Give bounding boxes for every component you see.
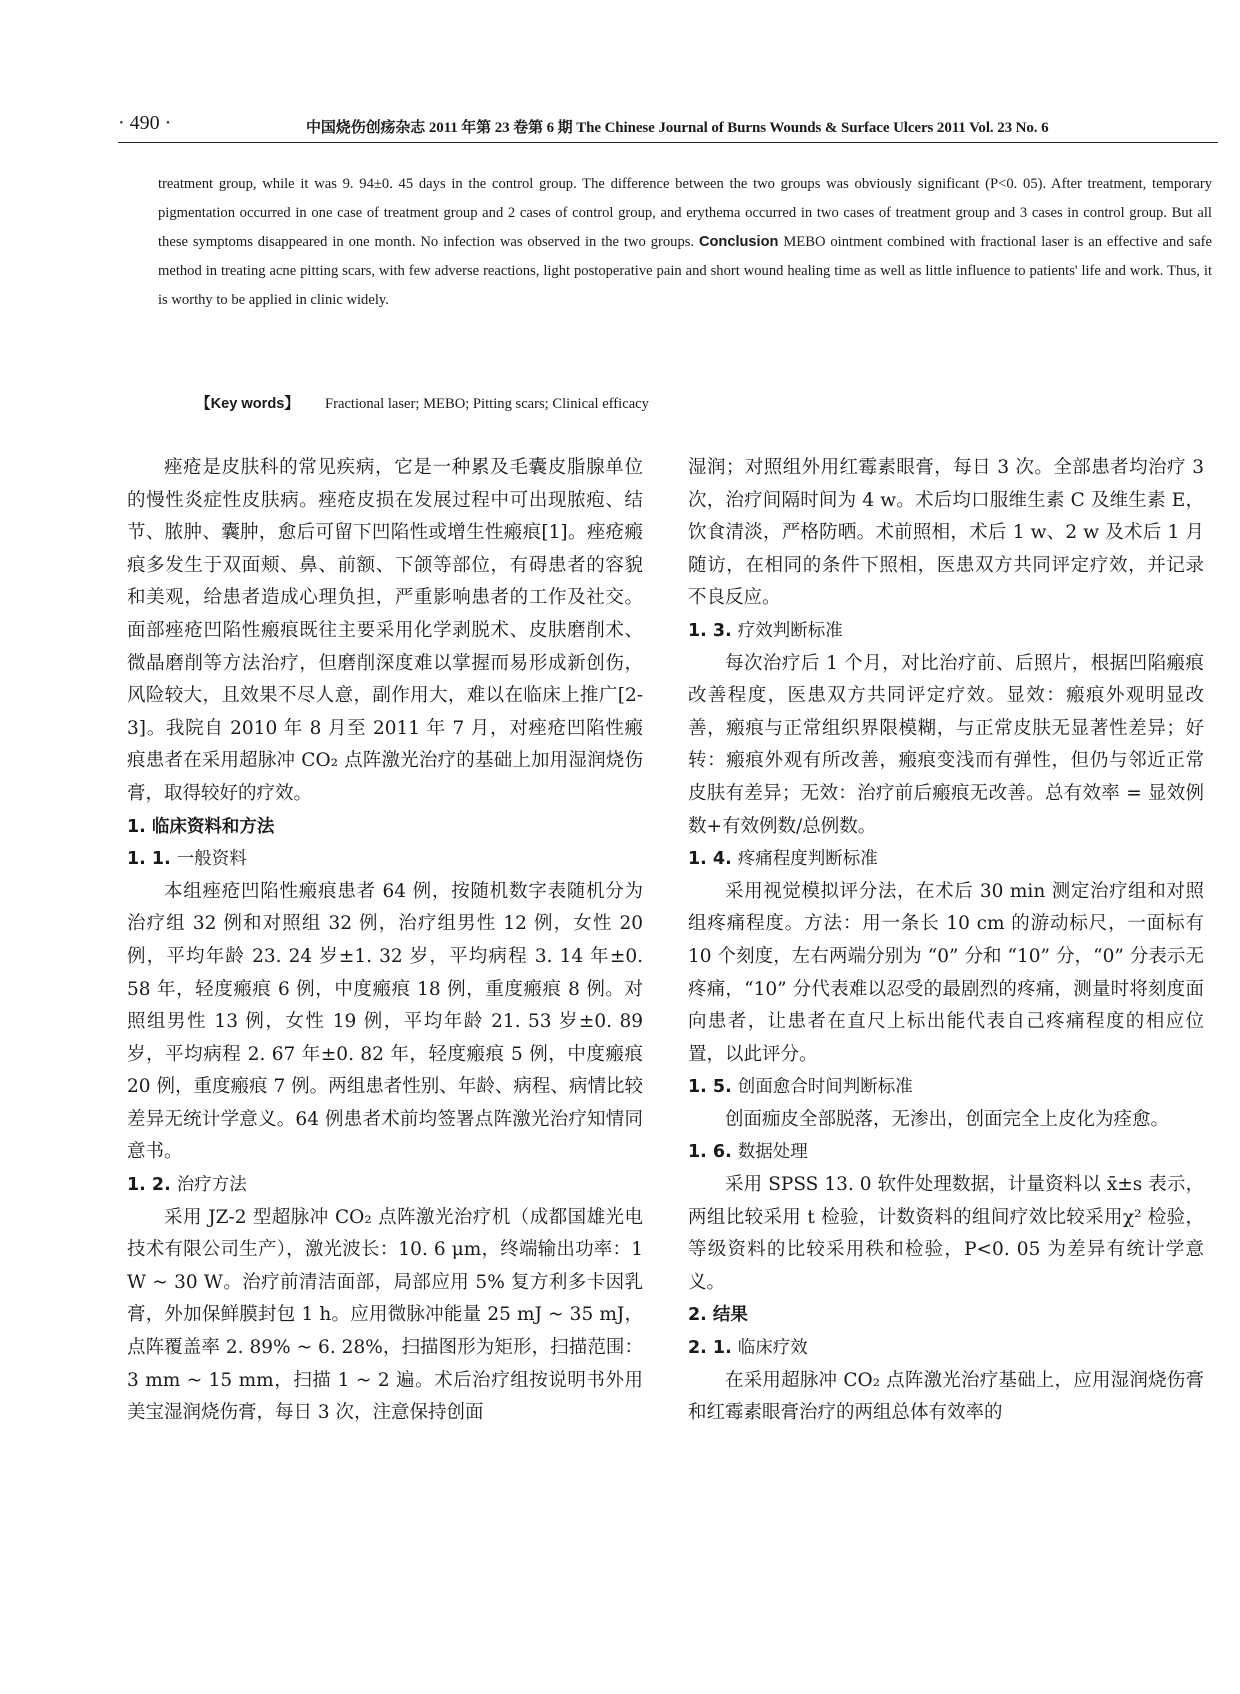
subsection-title: 疼痛程度判断标准: [737, 849, 878, 870]
subsection-number: 1. 4.: [688, 849, 732, 870]
subsection-title: 临床疗效: [737, 1338, 808, 1359]
keywords-line: [196, 392, 649, 413]
subsection-title: 一般资料: [176, 849, 247, 870]
abstract-text-conclusion: MEBO ointment combined with fractional laser is an effective and safe method in treating acne pitting scars, with few adverse reactions, light postoperative pain and short wound healing time as well as little influence to patients' life and work. Thus, it is worthy to be applied in clinic widely.: [158, 234, 1213, 308]
subsection-1-4-heading: [688, 843, 1204, 876]
subsection-title: 创面愈合时间判断标准: [737, 1077, 913, 1098]
subsection-2-1-heading: [688, 1332, 1204, 1365]
keywords-label: 【Key words】: [196, 396, 299, 412]
running-head: 中国烧伤创疡杂志 2011 年第 23 卷第 6 期 The Chinese Journal of Burns Wounds & Surface Ulcers 2011 Vol. 23 No. 6: [306, 120, 1049, 136]
subsection-1-6-heading: [688, 1136, 1204, 1169]
abstract-paragraph: [158, 170, 1212, 315]
abstract-continuation: [158, 170, 1212, 315]
subsection-title: 治疗方法: [176, 1175, 247, 1196]
subsection-1-2-heading: [127, 1169, 643, 1202]
subsection-number: 1. 5.: [688, 1077, 732, 1098]
abstract-text-results: treatment group, while it was 9. 94±0. 45 days in the control group. The difference between the two groups was obviously significant (P<0. 05). After treatment, temporary pigmentation occurred in one case of treatment group and 2 cases of control group, and erythema occurred in two cases of treatment group and 3 cases in control group. But all these symptoms disappeared in one month. No infection was observed in the two groups.: [158, 176, 1212, 250]
subsection-1-2-text: 采用 JZ-2 型超脉冲 CO₂ 点阵激光治疗机（成都国雄光电技术有限公司生产），激光波长：10. 6 μm，终端输出功率：1 W ~ 30 W。治疗前清洁面部，局部应用 5% 复方利多卡因乳膏，外加保鲜膜封包 1 h。应用微脉冲能量 25 mJ ~ 35 mJ，点阵覆盖率 2. 89% ~ 6. 28%，扫描图形为矩形，扫描范围：3 mm ~ 15 mm，扫描 1 ~ 2 遍。术后治疗组按说明书外用美宝湿润烧伤膏，每日 3 次，注意保持创面: [127, 1206, 643, 1424]
subsection-number: 1. 1.: [127, 849, 171, 870]
subsection-2-1-text: 在采用超脉冲 CO₂ 点阵激光治疗基础上，应用湿润烧伤膏和红霉素眼膏治疗的两组总体有效率的: [688, 1369, 1204, 1424]
header-rule: [118, 142, 1218, 143]
section-1-heading: 1. 临床资料和方法: [127, 816, 275, 837]
subsection-number: 1. 3.: [688, 620, 732, 641]
page-header: [118, 112, 1218, 138]
subsection-title: 疗效判断标准: [737, 620, 843, 641]
subsection-number: 1. 2.: [127, 1175, 171, 1196]
intro-paragraph: 痤疮是皮肤科的常见疾病，它是一种累及毛囊皮脂腺单位的慢性炎症性皮肤病。痤疮皮损在发展过程中可出现脓疱、结节、脓肿、囊肿，愈后可留下凹陷性或增生性瘢痕[1]。痤疮瘢痕多发生于双面颊、鼻、前额、下颌等部位，有碍患者的容貌和美观，给患者造成心理负担，严重影响患者的工作及社交。面部痤疮凹陷性瘢痕既往主要采用化学剥脱术、皮肤磨削术、微晶磨削等方法治疗，但磨削深度难以掌握而易形成新创伤，风险较大，且效果不尽人意，副作用大，难以在临床上推广[2-3]。我院自 2010 年 8 月至 2011 年 7 月，对痤疮凹陷性瘢痕患者在采用超脉冲 CO₂ 点阵激光治疗的基础上加用湿润烧伤膏，取得较好的疗效。: [127, 457, 643, 804]
continued-paragraph: 湿润；对照组外用红霉素眼膏，每日 3 次。全部患者均治疗 3 次，治疗间隔时间为 4 w。术后均口服维生素 C 及维生素 E，饮食清淡，严格防晒。术前照相，术后 1 w、2 w 及术后 1 月随访，在相同的条件下照相，医患双方共同评定疗效，并记录不良反应。: [688, 457, 1204, 609]
subsection-1-5-text: 创面痂皮全部脱落，无渗出，创面完全上皮化为痊愈。: [725, 1108, 1170, 1130]
subsection-1-1-text: 本组痤疮凹陷性瘢痕患者 64 例，按随机数字表随机分为治疗组 32 例和对照组 32 例，治疗组男性 12 例，女性 20 例，平均年龄 23. 24 岁±1. 32 岁，平均病程 3. 14 年±0. 58 年，轻度瘢痕 6 例，中度瘢痕 18 例，重度瘢痕 8 例。对照组男性 13 例，女性 19 例，平均年龄 21. 53 岁±0. 89 岁，平均病程 2. 67 年±0. 82 年，轻度瘢痕 5 例，中度瘢痕 20 例，重度瘢痕 7 例。两组患者性别、年龄、病程、病情比较差异无统计学意义。64 例患者术前均签署点阵激光治疗知情同意书。: [127, 880, 643, 1163]
subsection-1-3-text: 每次治疗后 1 个月，对比治疗前、后照片，根据凹陷瘢痕改善程度，医患双方共同评定疗效。显效：瘢痕外观明显改善，瘢痕与正常组织界限模糊，与正常皮肤无显著性差异；好转：瘢痕外观有所改善，瘢痕变浅而有弹性，但仍与邻近正常皮肤有差异；无效：治疗前后瘢痕无改善。总有效率 = 显效例数+有效例数/总例数。: [688, 652, 1204, 837]
subsection-1-4-text: 采用视觉模拟评分法，在术后 30 min 测定治疗组和对照组疼痛程度。方法：用一条长 10 cm 的游动标尺，一面标有 10 个刻度，左右两端分别为 “0” 分和 “10” 分，“0” 分表示无疼痛，“10” 分代表难以忍受的最剧烈的疼痛，测量时将刻度面向患者，让患者在直尺上标出能代表自己疼痛程度的相应位置，以此评分。: [688, 880, 1204, 1065]
subsection-number: 1. 6.: [688, 1142, 732, 1163]
left-column: [127, 452, 643, 1430]
subsection-1-3-heading: [688, 615, 1204, 648]
keywords-text: Fractional laser; MEBO; Pitting scars; Clinical efficacy: [325, 396, 649, 412]
subsection-1-6-text: 采用 SPSS 13. 0 软件处理数据，计量资料以 x̄±s 表示，两组比较采用 t 检验，计数资料的组间疗效比较采用χ² 检验，等级资料的比较采用秩和检验，P<0. 05 为差异有统计学意义。: [688, 1174, 1204, 1293]
page-number: · 490 ·: [118, 112, 172, 134]
conclusion-label: Conclusion: [698, 234, 779, 250]
right-column: [688, 452, 1204, 1430]
subsection-1-5-heading: [688, 1071, 1204, 1104]
subsection-title: 数据处理: [737, 1142, 808, 1163]
subsection-1-1-heading: [127, 843, 643, 876]
section-2-heading: 2. 结果: [688, 1305, 748, 1326]
subsection-number: 2. 1.: [688, 1338, 732, 1359]
